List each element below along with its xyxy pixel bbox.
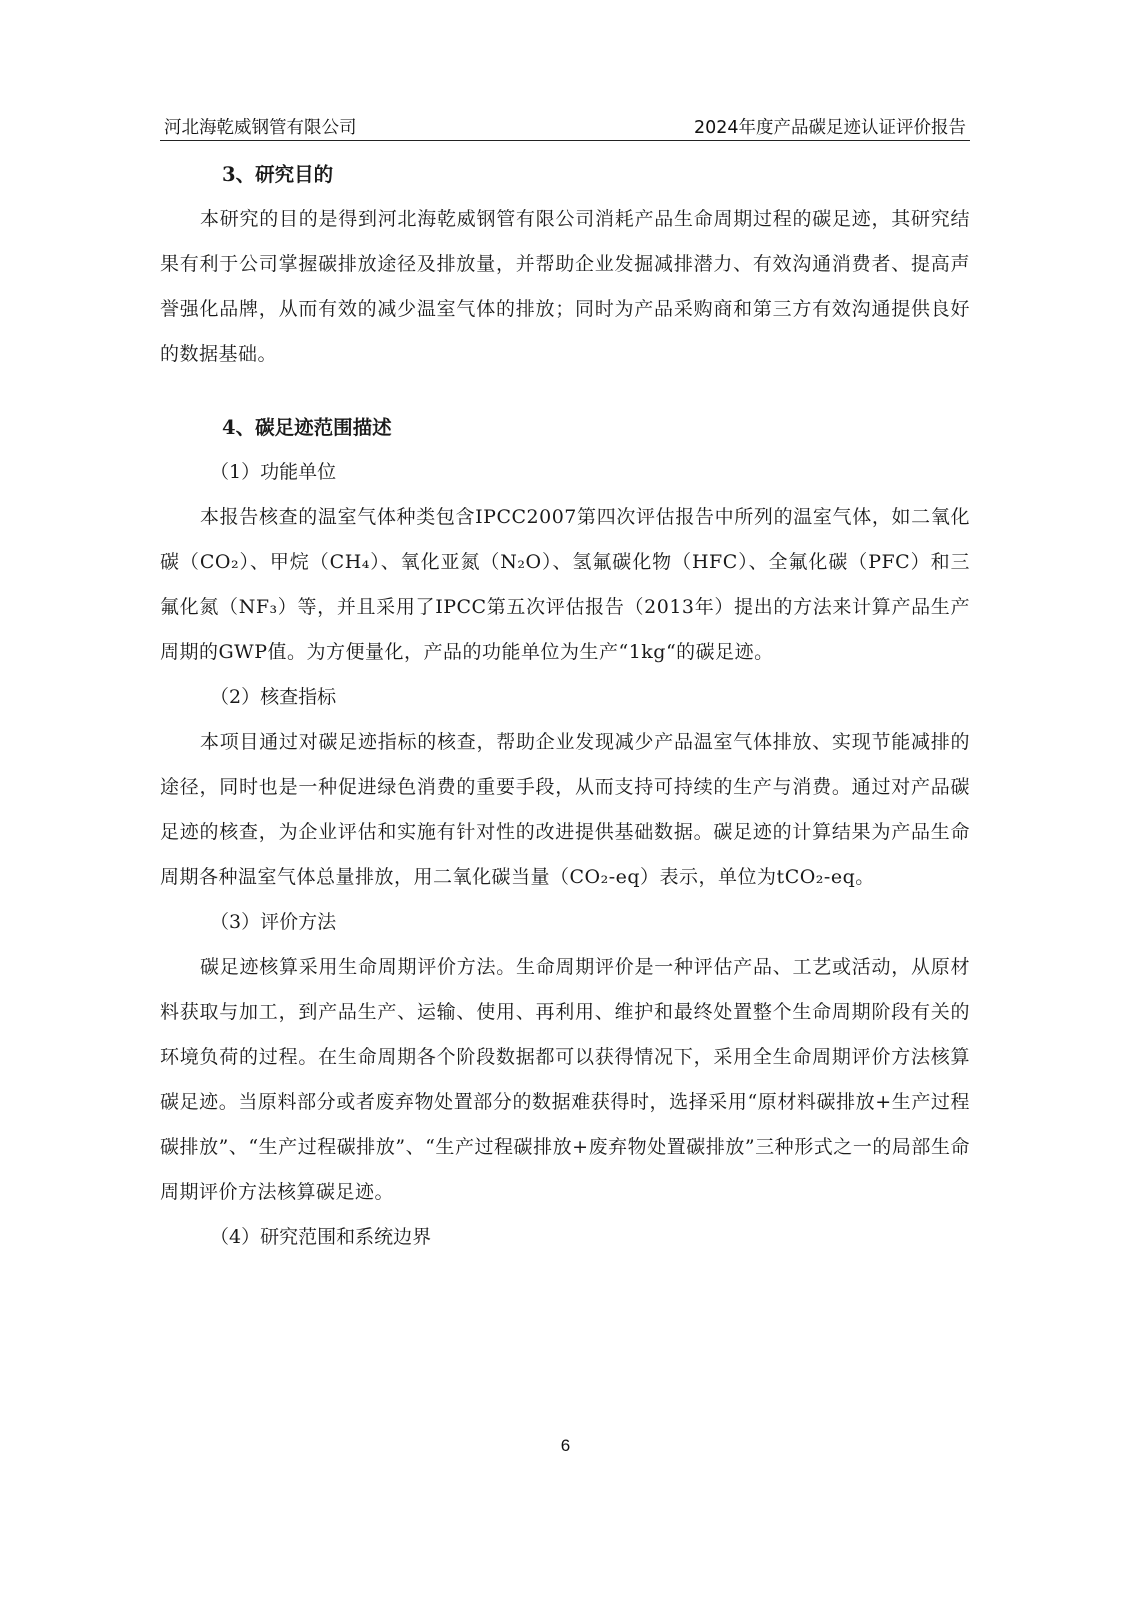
page-header: [160, 112, 970, 141]
page-number: 6: [560, 1436, 571, 1455]
page-body: [160, 152, 970, 1260]
subsection-2-paragraph: 本项目通过对碳足迹指标的核查，帮助企业发现减少产品温室气体排放、实现节能减排的途径，同时也是一种促进绿色消费的重要手段，从而支持可持续的生产与消费。通过对产品碳足迹的核查，为企业评估和实施有针对性的改进提供基础数据。碳足迹的计算结果为产品生命周期各种温室气体总量排放，用二氧化碳当量（CO₂-eq）表示，单位为tCO₂-eq。: [160, 731, 970, 888]
subsection-3-paragraph: 碳足迹核算采用生命周期评价方法。生命周期评价是一种评估产品、工艺或活动，从原材料获取与加工，到产品生产、运输、使用、再利用、维护和最终处置整个生命周期阶段有关的环境负荷的过程。在生命周期各个阶段数据都可以获得情况下，采用全生命周期评价方法核算碳足迹。当原料部分或者废弃物处置部分的数据难获得时，选择采用“原材料碳排放+生产过程碳排放”、“生产过程碳排放”、“生产过程碳排放+废弃物处置碳排放”三种形式之一的局部生命周期评价方法核算碳足迹。: [160, 956, 970, 1203]
section-4-heading: 4、碳足迹范围描述: [222, 416, 392, 439]
header-report-title: 2024年度产品碳足迹认证评价报告: [693, 118, 966, 138]
section-3-paragraph: 本研究的目的是得到河北海乾威钢管有限公司消耗产品生命周期过程的碳足迹，其研究结果有利于公司掌握碳排放途径及排放量，并帮助企业发掘减排潜力、有效沟通消费者、提高声誉强化品牌，从而有效的减少温室气体的排放；同时为产品采购商和第三方有效沟通提供良好的数据基础。: [160, 208, 970, 365]
subsection-3-heading: （3）评价方法: [210, 911, 337, 933]
subsection-1-paragraph: 本报告核查的温室气体种类包含IPCC2007第四次评估报告中所列的温室气体，如二氧化碳（CO₂）、甲烷（CH₄）、氧化亚氮（N₂O）、氢氟碳化物（HFC）、全氟化碳（PFC）和三氟化氮（NF₃）等，并且采用了IPCC第五次评估报告（2013年）提出的方法来计算产品生产周期的GWP值。为方便量化，产品的功能单位为生产“1kg“的碳足迹。: [160, 506, 970, 663]
subsection-1-heading: （1）功能单位: [210, 461, 337, 483]
section-3-heading: 3、研究目的: [222, 163, 334, 186]
subsection-2-heading: （2）核查指标: [210, 686, 337, 708]
subsection-4-heading: （4）研究范围和系统边界: [210, 1226, 432, 1248]
header-company: 河北海乾威钢管有限公司: [164, 118, 357, 138]
